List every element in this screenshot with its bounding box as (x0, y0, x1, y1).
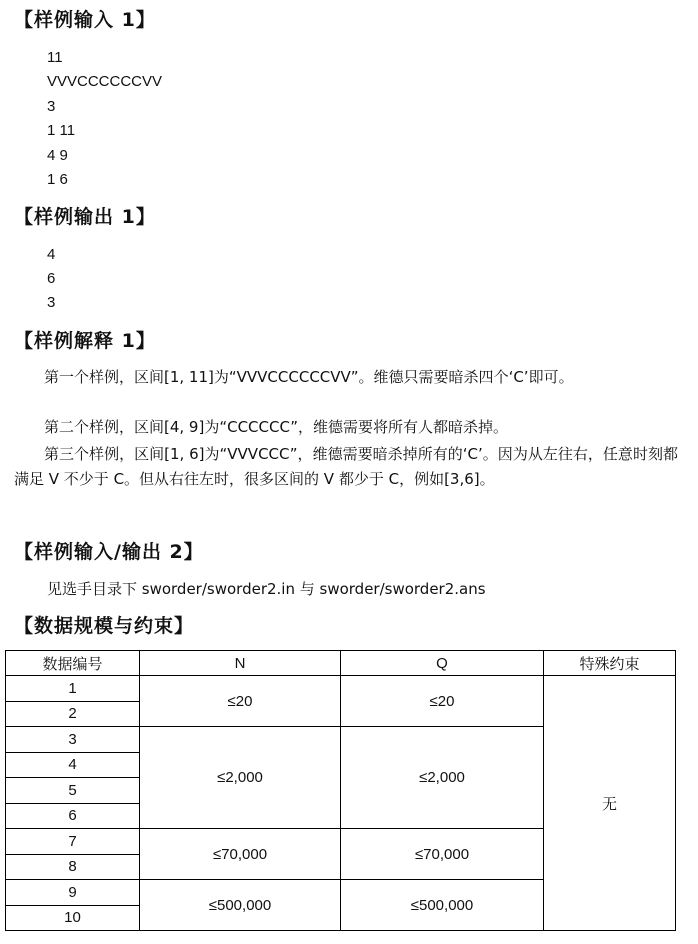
sample-io-2-text: 见选手目录下 sworder/sworder2.in 与 sworder/sworder2.ans (47, 580, 486, 598)
explanation-paragraph-1: 第一个样例，区间[1, 11]为“VVVCCCCCCVV”。维德只需要暗杀四个‘C’即可。 (44, 368, 574, 386)
sample-explanation-1-heading: 【样例解释 1】 (14, 330, 156, 352)
explanation-paragraph-3: 第三个样例，区间[1, 6]为“VVVCCC”，维德需要暗杀掉所有的‘C’。因为从左往右，任意时刻都满足 V 不少于 C。但从右往左时，很多区间的 V 都少于 C，例如[3,6]。 (14, 445, 678, 488)
column-header-special: 特殊约束 (544, 651, 676, 676)
sample-output-line: 3 (47, 294, 56, 311)
sample-io-2-heading: 【样例输入/输出 2】 (14, 541, 204, 563)
explanation-paragraph-2: 第二个样例，区间[4, 9]为“CCCCCC”，维德需要将所有人都暗杀掉。 (44, 418, 508, 436)
case-id-cell: 8 (6, 854, 140, 880)
sample-input-line: 4 9 (47, 147, 68, 164)
q-limit-cell: ≤500,000 (341, 880, 544, 931)
case-id-cell: 6 (6, 803, 140, 829)
n-limit-cell: ≤500,000 (140, 880, 341, 931)
special-constraint-cell: 无 (544, 676, 676, 931)
n-limit-cell: ≤2,000 (140, 727, 341, 829)
n-limit-cell: ≤20 (140, 676, 341, 727)
column-header-id: 数据编号 (6, 651, 140, 676)
case-id-cell: 4 (6, 752, 140, 778)
q-limit-cell: ≤2,000 (341, 727, 544, 829)
sample-input-line: 11 (47, 49, 63, 66)
case-id-cell: 1 (6, 676, 140, 702)
q-limit-cell: ≤20 (341, 676, 544, 727)
sample-input-line: 3 (47, 98, 56, 115)
sample-output-line: 4 (47, 246, 56, 263)
sample-input-line: VVVCCCCCCVV (47, 73, 163, 90)
table-row (6, 676, 676, 702)
sample-output-line: 6 (47, 270, 56, 287)
table-header-row (6, 651, 676, 676)
case-id-cell: 3 (6, 727, 140, 753)
q-limit-cell: ≤70,000 (341, 829, 544, 880)
column-header-q: Q (341, 651, 544, 676)
sample-input-line: 1 6 (47, 171, 68, 188)
constraints-heading: 【数据规模与约束】 (14, 615, 195, 637)
n-limit-cell: ≤70,000 (140, 829, 341, 880)
case-id-cell: 7 (6, 829, 140, 855)
sample-output-1-heading: 【样例输出 1】 (14, 206, 156, 228)
constraints-table (5, 650, 676, 931)
case-id-cell: 9 (6, 880, 140, 906)
case-id-cell: 5 (6, 778, 140, 804)
sample-input-1-heading: 【样例输入 1】 (14, 9, 156, 31)
sample-input-line: 1 11 (47, 122, 76, 139)
case-id-cell: 10 (6, 905, 140, 931)
column-header-n: N (140, 651, 341, 676)
case-id-cell: 2 (6, 701, 140, 727)
